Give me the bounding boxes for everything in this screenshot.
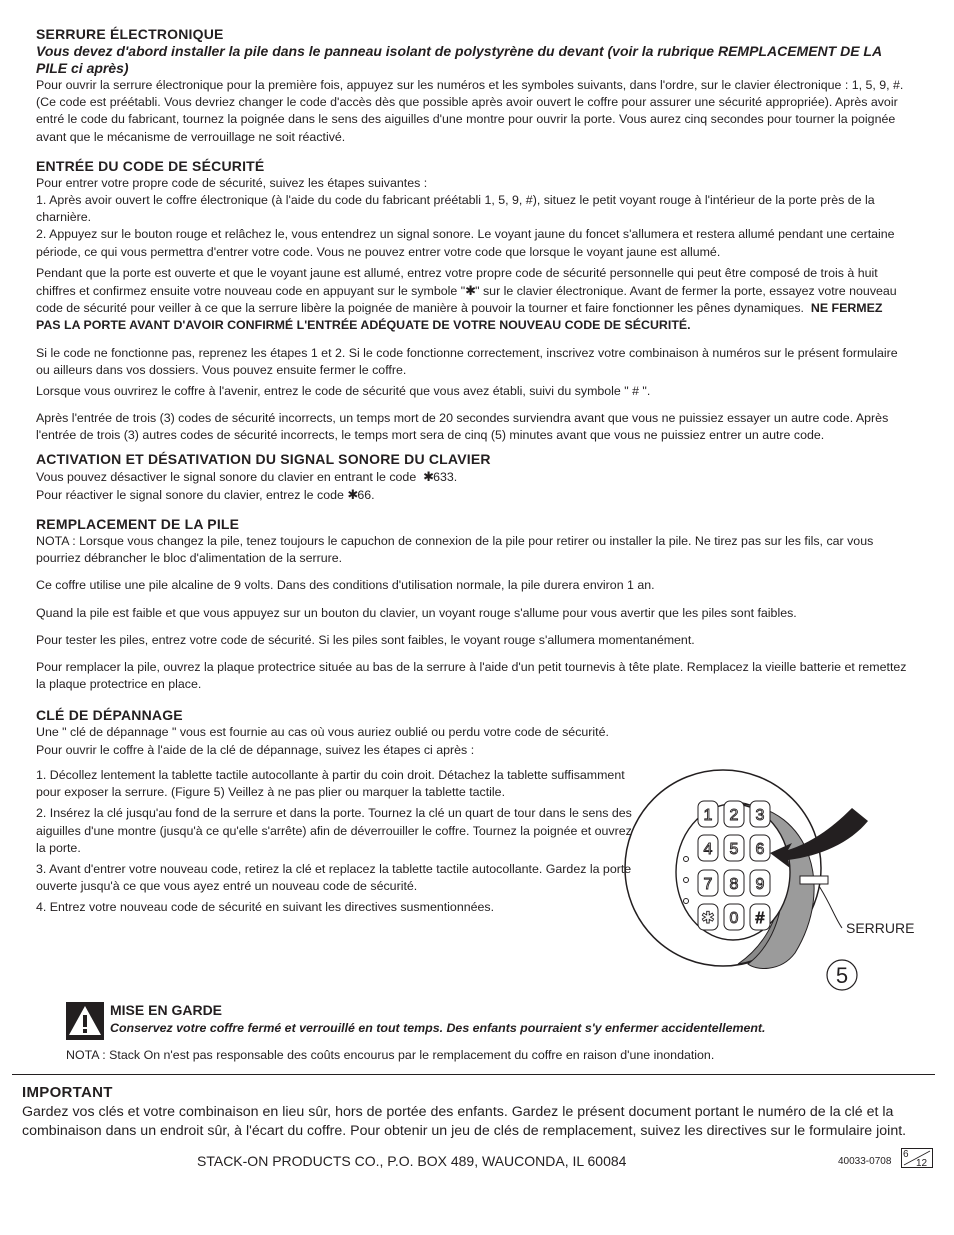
keypad-key-label: 9	[755, 876, 765, 893]
keypad-key-label: #	[755, 910, 765, 927]
section-title-signal: ACTIVATION ET DÉSATIVATION DU SIGNAL SONORE DU CLAVIER	[36, 450, 491, 467]
important-title: IMPORTANT	[22, 1084, 113, 1101]
page-total: 12	[916, 1158, 928, 1168]
install-battery-warning: Vous devez d'abord installer la pile dans le panneau isolant de polystyrène du devant (voir la rubrique REMPLACEMENT DE LA PILE ci après)	[36, 43, 882, 76]
document-code: 40033-0708	[838, 1156, 892, 1167]
keypad-key-label: 3	[755, 807, 765, 824]
pile-paragraph-2: Quand la pile est faible et que vous appuyez sur un bouton du clavier, un voyant rouge s'allume pour vous avertir que les piles sont faibles.	[36, 605, 797, 620]
keypad-key-label: 1	[703, 807, 713, 824]
code-paragraph-2: Si le code ne fonctionne pas, reprenez les étapes 1 et 2. Si le code fonctionne correctement, inscrivez votre combinaison à numéros sur le présent formulaire ou ailleurs dans vos dossiers. Vous pouvez ensuite fermer le coffre.	[36, 345, 898, 377]
page-number: 6	[903, 1149, 909, 1160]
important-text: Gardez vos clés et votre combinaison en lieu sûr, hors de portée des enfants. Gardez le présent document portant le numéro de la clé et la combinaison dans un endroit sûr, à l'écart du coffre. Pour obtenir un jeu de clés de remplacement, suivez les directives sur le formulaire joint.	[22, 1104, 907, 1139]
asterisk-icon: ✱	[465, 283, 477, 299]
code-paragraph-1-start: Pendant que la porte est ouverte et que le voyant jaune est allumé, entrez votre propre code de sécurité personnelle qui peut être composé de trois à huit chiffres et confirmez ensuite votre nouveau code en appuyant sur le symbole "	[36, 265, 878, 299]
serrure-label: SERRURE	[846, 920, 915, 936]
page-number-box	[901, 1148, 933, 1168]
signal-disable-line: Vous pouvez désactiver le signal sonore du clavier en entrant le code ✱633.	[36, 468, 458, 484]
pile-paragraph-4: Pour remplacer la pile, ouvrez la plaque protectrice située au bas de la serrure à l'aide d'un petit tournevis à tête plate. Remplacez la vieille batterie et remettez la plaque protectrice en place.	[36, 660, 907, 692]
company-address: STACK-ON PRODUCTS CO., P.O. BOX 489, WAUCONDA, IL 60084	[197, 1153, 627, 1169]
cle-step-2: 2. Insérez la clé jusqu'au fond de la serrure et dans la porte. Tournez la clé un quart de tour dans le sens des aiguilles d'une montre (jusqu'à ce qu'elle s'arrête) afin de déverrouiller le coffre. Tournez la poignée et ouvrez la porte.	[36, 806, 632, 855]
keypad-key-label: 2	[729, 807, 739, 824]
code-step-1: 1. Après avoir ouvert le coffre électronique (à l'aide du code du fabricant préétabli 1, 5, 9, #), situez le petit voyant rouge à l'intérieur de la porte près de la charnière.	[36, 193, 875, 225]
pile-nota: NOTA : Lorsque vous changez la pile, tenez toujours le capuchon de connexion de la pile pour retirer ou installer la pile. Ne tirez pas sur les fils, car vous pourriez débrancher le bloc d'alimentation de la serrure.	[36, 534, 874, 566]
section-title-cle: CLÉ DE DÉPANNAGE	[36, 707, 183, 724]
section-title-serrure: SERRURE ÉLECTRONIQUE	[36, 26, 224, 42]
cle-step-3: 3. Avant d'entrer votre nouveau code, retirez la clé et replacez la tablette tactile autocollante. Gardez la porte ouverte jusqu'à ce que vous ayez entré un nouveau code de sécurité.	[36, 861, 632, 894]
keypad-key-label: 0	[729, 910, 739, 927]
section-title-code: ENTRÉE DU CODE DE SÉCURITÉ	[36, 157, 265, 174]
keypad-key-label: 5	[729, 841, 739, 858]
code-paragraph-1	[36, 265, 910, 335]
cle-step-4: 4. Entrez votre nouveau code de sécurité en suivant les directives susmentionnées.	[36, 900, 495, 915]
pile-paragraph-3: Pour tester les piles, entrez votre code de sécurité. Si les piles sont faibles, le voyant rouge s'allumera momentanément.	[36, 632, 695, 647]
warning-title: MISE EN GARDE	[110, 1002, 223, 1018]
warning-icon	[66, 1002, 104, 1040]
keypad-key-label: 7	[703, 876, 713, 893]
asterisk-icon: ✱	[423, 468, 435, 484]
asterisk-icon: ✱	[347, 486, 359, 502]
cle-intro: Une " clé de dépannage " vous est fournie au cas où vous auriez oublié ou perdu votre code de sécurité. Pour ouvrir le coffre à l'aide de la clé de dépannage, suivez les étapes ci après :	[36, 725, 609, 757]
keypad-key-label: ✱	[701, 910, 715, 927]
keypad-illustration	[620, 768, 920, 998]
keypad-key-label: 6	[755, 841, 765, 858]
code-paragraph-4: Après l'entrée de trois (3) codes de sécurité incorrects, un temps mort de 20 secondes surviendra avant que vous ne puissiez essayer un autre code. Après l'entrée de trois (3) autres codes de sécurité incorrects, le temps mort sera de cinq (5) minutes avant que vous ne puissiez entrer un autre code.	[36, 411, 889, 443]
code-paragraph-3: Lorsque vous ouvrirez le coffre à l'avenir, entrez le code de sécurité que vous avez établi, suivi du symbole " # ".	[36, 384, 651, 399]
code-paragraph-1-end: " sur le clavier électronique. Avant de fermer la porte, essayez votre nouveau code de sécurité pour veiller à ce que la serrure libère la poignée de manière à pouvoir la tourner et faire fonctionner les pênes dynamiques.	[36, 284, 897, 316]
warning-text: Conservez votre coffre fermé et verrouillé en tout temps. Des enfants pourraient s'y enfermer accidentellement.	[110, 1021, 766, 1035]
code-intro: Pour entrer votre propre code de sécurité, suivez les étapes suivantes :	[36, 175, 428, 190]
signal-enable-line: Pour réactiver le signal sonore du clavier, entrez le code ✱66.	[36, 486, 375, 502]
keypad-key-label: 4	[703, 841, 713, 858]
code-warning-bold: NE FERMEZ PAS LA PORTE AVANT D'AVOIR CONFIRMÉ L'ENTRÉE ADÉQUATE DE VOTRE NOUVEAU CODE DE SÉCURITÉ.	[36, 301, 883, 333]
serrure-body: Pour ouvrir la serrure électronique pour la première fois, appuyez sur les numéros et les symboles suivants, dans l'ordre, sur le clavier électronique : 1, 5, 9, #. (Ce code est préétabli. Vous devriez changer le code d'accès dès que possible après avoir ouvert le coffre pour assurer une sécurité appropriée). Après avoir entré le code du fabricant, tournez la poignée dans le sens des aiguilles d'une montre pour ouvrir la porte. Vous aurez cinq secondes pour tourner la poignée avant que le mécanisme de verrouillage ne soit réactivé.	[36, 78, 904, 144]
figure-number: 5	[835, 963, 849, 988]
nota-flood: NOTA : Stack On n'est pas responsable des coûts encourus par le remplacement du coffre en raison d'une inondation.	[66, 1048, 715, 1062]
cle-section	[36, 707, 636, 916]
code-step-2: 2. Appuyez sur le bouton rouge et relâchez le, vous entendrez un signal sonore. Le voyant jaune du foncet s'allumera et restera allumé pendant une certaine période, ce qui vous permettra d'entrer votre code. Vous ne pouvez entrer votre code que lorsque le voyant jaune est allumé.	[36, 227, 895, 259]
pile-paragraph-1: Ce coffre utilise une pile alcaline de 9 volts. Dans des conditions d'utilisation normale, la pile durera environ 1 an.	[36, 578, 655, 593]
keypad-key-label: 8	[729, 876, 739, 893]
figure-5-keypad	[620, 768, 920, 998]
section-title-pile: REMPLACEMENT DE LA PILE	[36, 516, 240, 533]
divider	[12, 1074, 935, 1075]
cle-step-1: 1. Décollez lentement la tablette tactile autocollante à partir du coin droit. Détachez la tablette suffisamment pour exposer la serrure. (Figure 5) Veillez à ne pas plier ou marquer la tablette tactile.	[36, 767, 625, 800]
